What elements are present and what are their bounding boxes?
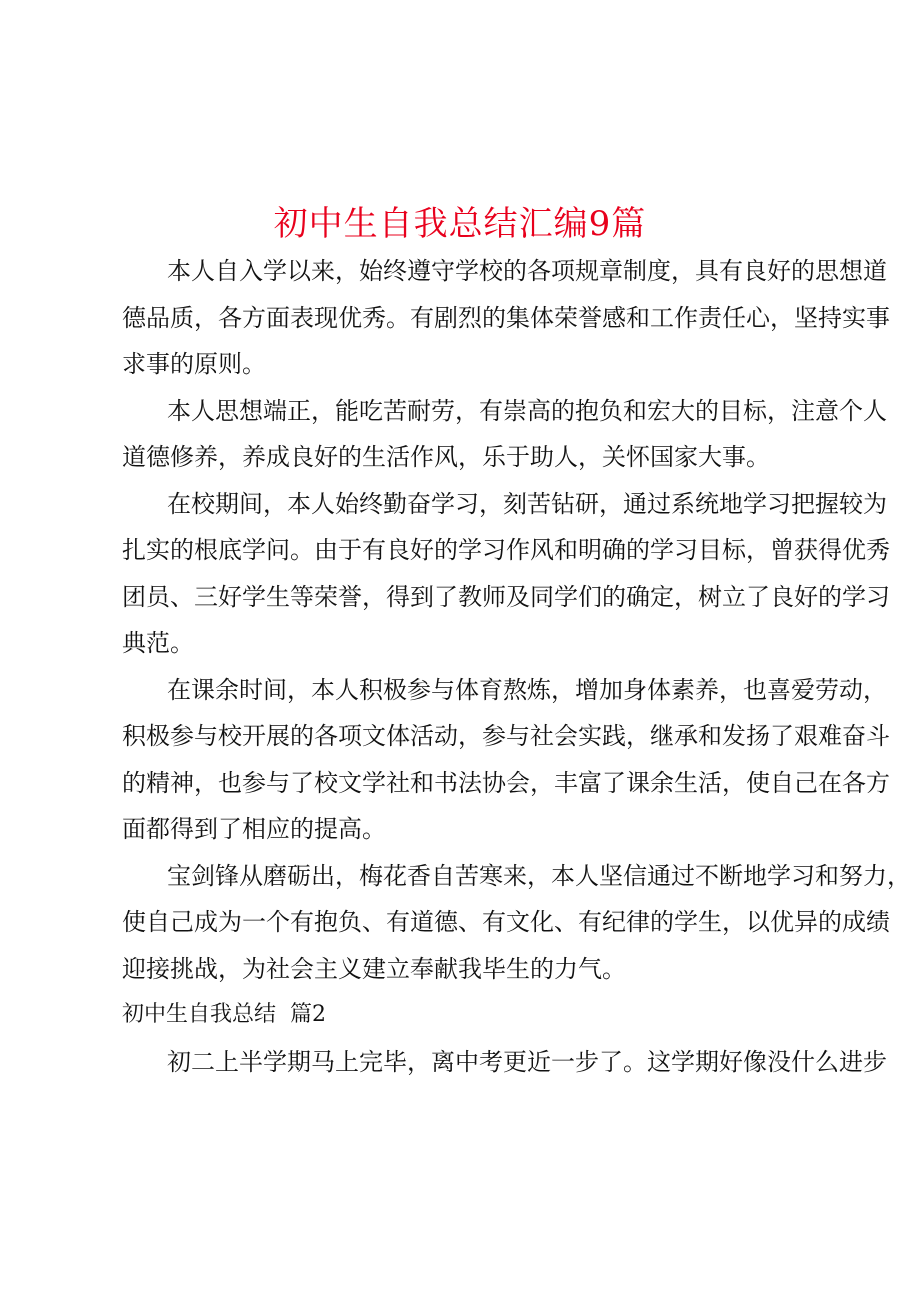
- text-line: 积极参与校开展的各项文体活动，参与社会实践，继承和发扬了艰难奋斗: [122, 722, 890, 750]
- text-line: 本人自入学以来，始终遵守学校的各项规章制度，具有良好的思想道: [167, 257, 887, 285]
- text-line: 使自己成为一个有抱负、有道德、有文化、有纪律的学生，以优异的成绩: [122, 908, 890, 936]
- document-title: 初中生自我总结汇编9篇: [273, 204, 647, 244]
- text-line: 的精神，也参与了校文学社和书法协会，丰富了课余生活，使自己在各方: [122, 768, 890, 797]
- paragraph-section2-1: [122, 1039, 887, 1086]
- text-line: 德品质，各方面表现优秀。有剧烈的集体荣誉感和工作责任心，坚持实事: [122, 303, 890, 332]
- text-line: 初二上半学期马上完毕，离中考更近一步了。这学期好像没什么进步: [167, 1047, 887, 1076]
- text-line: 宝剑锋从磨砺出，梅花香自苦寒来，本人坚信通过不断地学习和努力，: [167, 861, 911, 890]
- text-line: 求事的原则。: [122, 350, 266, 378]
- document-body: [122, 248, 911, 1085]
- text-line: 在课余时间，本人积极参与体育熬炼，增加身体素养，也喜爱劳动，: [167, 675, 887, 704]
- paragraph-3: [122, 481, 890, 667]
- text-line: 本人思想端正，能吃苦耐劳，有崇高的抱负和宏大的目标，注意个人: [167, 396, 887, 425]
- text-line: 团员、三好学生等荣誉，得到了教师及同学们的确定，树立了良好的学习: [122, 582, 890, 611]
- text-line: 扎实的根底学问。由于有良好的学习作风和明确的学习目标，曾获得优秀: [122, 536, 890, 564]
- text-line: 典范。: [122, 629, 194, 657]
- text-line: 道德修养，养成良好的生活作风，乐于助人，关怀国家大事。: [122, 443, 770, 471]
- text-line: 面都得到了相应的提高。: [122, 815, 386, 843]
- section-heading: 初中生自我总结 篇2: [122, 1002, 326, 1027]
- paragraph-4: [122, 667, 890, 853]
- paragraph-2: [122, 388, 887, 481]
- text-line: 迎接挑战，为社会主义建立奉献我毕生的力气。: [122, 954, 626, 983]
- paragraph-5: [122, 853, 911, 993]
- paragraph-1: [122, 248, 890, 388]
- text-line: 在校期间，本人始终勤奋学习，刻苦钻研，通过系统地学习把握较为: [167, 489, 887, 518]
